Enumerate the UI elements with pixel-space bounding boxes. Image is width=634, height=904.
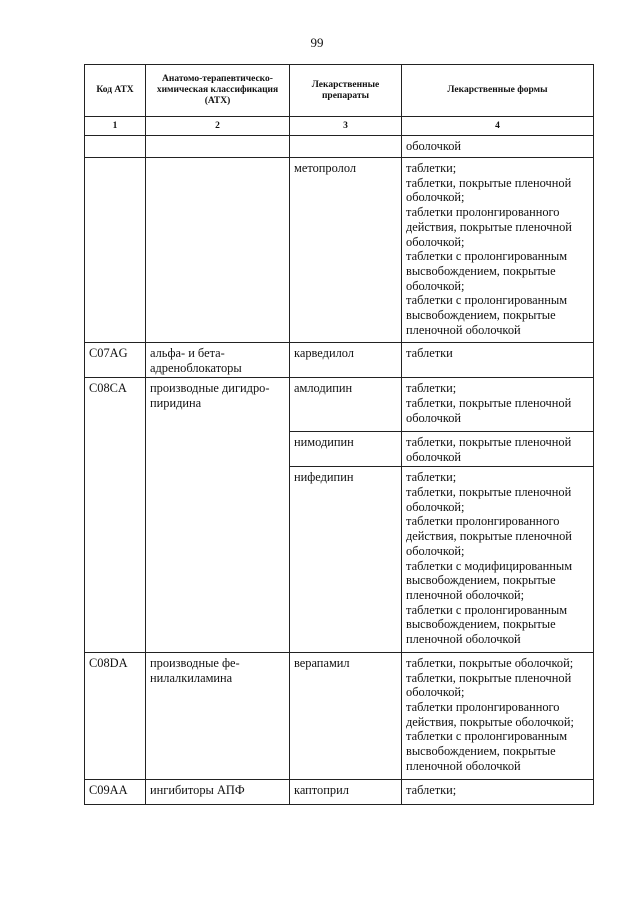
cell-drug: карведилол bbox=[290, 343, 402, 378]
cell-classification: производные дигидро-пиридина bbox=[146, 378, 290, 432]
column-number-row bbox=[85, 117, 594, 136]
table-row bbox=[85, 779, 594, 804]
header-classification: Анатомо-терапевтическо-химическая классификация (АТХ) bbox=[146, 65, 290, 117]
cell-forms bbox=[402, 652, 594, 779]
header-forms: Лекарственные формы bbox=[402, 65, 594, 117]
form-line: таблетки; bbox=[406, 381, 457, 396]
cell-drug: амлодипин bbox=[290, 378, 402, 432]
form-line: таблетки, покрытые пленочной оболочкой bbox=[406, 396, 572, 425]
form-line: таблетки; bbox=[406, 782, 457, 797]
table-row bbox=[85, 343, 594, 378]
cell-forms bbox=[402, 158, 594, 343]
cell-classification bbox=[146, 467, 290, 653]
cell-forms bbox=[402, 467, 594, 653]
form-line: таблетки с модифицированным высвобождением, покрытые пленочной оболочкой; bbox=[406, 558, 573, 602]
cell-code bbox=[85, 467, 146, 653]
form-line: таблетки с пролонгированным высвобождением, покрытые пленочной оболочкой bbox=[406, 602, 568, 647]
cell-code: C07AG bbox=[85, 343, 146, 378]
header-drugs: Лекарственные препараты bbox=[290, 65, 402, 117]
cell-drug bbox=[290, 136, 402, 158]
table-row bbox=[85, 467, 594, 653]
cell-code bbox=[85, 431, 146, 466]
cell-classification: производные фе-нилалкиламина bbox=[146, 652, 290, 779]
table-header-row bbox=[85, 65, 594, 117]
cell-classification bbox=[146, 136, 290, 158]
table-row bbox=[85, 652, 594, 779]
cell-forms bbox=[402, 431, 594, 466]
column-number: 1 bbox=[85, 117, 146, 136]
cell-forms bbox=[402, 136, 594, 158]
form-line: таблетки, покрытые пленочной оболочкой bbox=[406, 434, 572, 464]
cell-drug: метопролол bbox=[290, 158, 402, 343]
form-line: таблетки пролонгированного действия, покрытые оболочкой; bbox=[406, 699, 574, 729]
form-line: таблетки пролонгированного действия, покрытые пленочной оболочкой; bbox=[406, 514, 572, 558]
cell-forms bbox=[402, 378, 594, 432]
table-row bbox=[85, 158, 594, 343]
cell-code: C08CA bbox=[85, 378, 146, 432]
form-line: таблетки; bbox=[406, 470, 457, 485]
table-row bbox=[85, 136, 594, 158]
column-number: 2 bbox=[146, 117, 290, 136]
cell-drug: каптоприл bbox=[290, 779, 402, 804]
cell-classification: ингибиторы АПФ bbox=[146, 779, 290, 804]
form-line: таблетки с пролонгированным высвобождением, покрытые пленочной оболочкой bbox=[406, 729, 568, 773]
form-line: таблетки, покрытые пленочной оболочкой; bbox=[406, 175, 572, 205]
cell-code bbox=[85, 136, 146, 158]
header-code: Код АТХ bbox=[85, 65, 146, 117]
cell-drug: нимодипин bbox=[290, 431, 402, 466]
form-line: таблетки; bbox=[406, 161, 457, 175]
cell-classification bbox=[146, 158, 290, 343]
page-number: 99 bbox=[310, 35, 324, 50]
form-line: таблетки, покрытые оболочкой; bbox=[406, 655, 574, 670]
column-number: 4 bbox=[402, 117, 594, 136]
form-line: таблетки, покрытые пленочной оболочкой; bbox=[406, 485, 572, 514]
table-row bbox=[85, 431, 594, 466]
cell-drug: верапамил bbox=[290, 652, 402, 779]
form-line: таблетки bbox=[406, 346, 453, 360]
form-line: оболочкой bbox=[406, 139, 462, 153]
form-line: таблетки, покрытые пленочной оболочкой; bbox=[406, 670, 572, 700]
form-line: таблетки с пролонгированным высвобождением, покрытые оболочкой; bbox=[406, 249, 568, 293]
cell-classification bbox=[146, 431, 290, 466]
form-line: таблетки с пролонгированным высвобождением, покрытые пленочной оболочкой bbox=[406, 293, 568, 337]
cell-drug: нифедипин bbox=[290, 467, 402, 653]
drug-table bbox=[84, 64, 594, 805]
cell-forms bbox=[402, 343, 594, 378]
cell-forms bbox=[402, 779, 594, 804]
cell-code: C09AA bbox=[85, 779, 146, 804]
cell-classification: альфа- и бета-адреноблокаторы bbox=[146, 343, 290, 378]
table-row bbox=[85, 378, 594, 432]
column-number: 3 bbox=[290, 117, 402, 136]
form-line: таблетки пролонгированного действия, покрытые пленочной оболочкой; bbox=[406, 205, 572, 249]
cell-code: C08DA bbox=[85, 652, 146, 779]
cell-code bbox=[85, 158, 146, 343]
